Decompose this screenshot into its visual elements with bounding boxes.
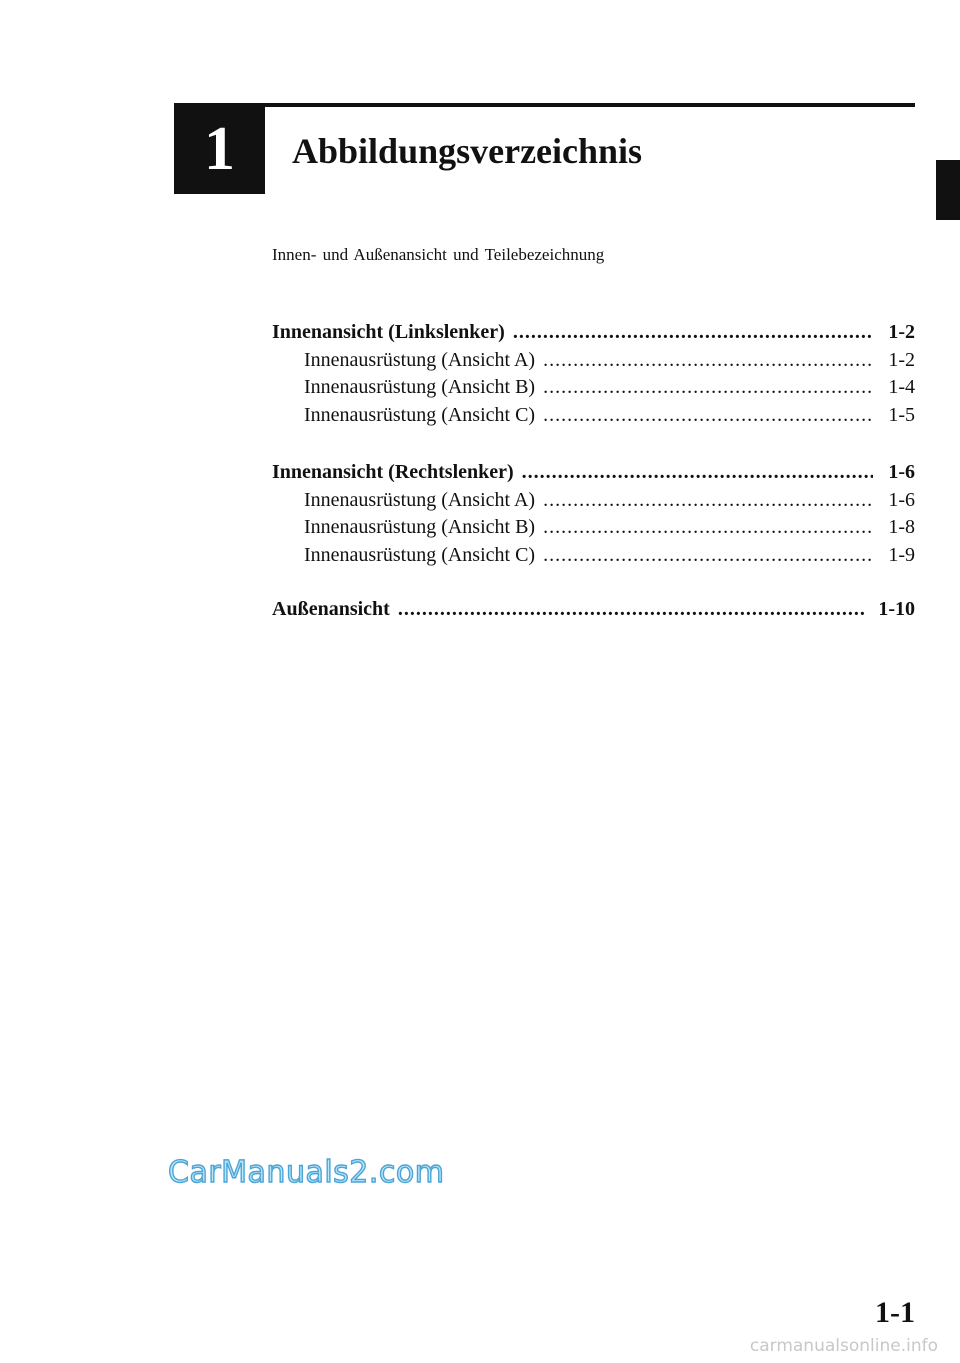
toc-entry-label: Innenansicht (Rechtslenker): [272, 461, 514, 483]
page-number: 1-1: [875, 1296, 915, 1329]
footer-watermark: carmanualsonline.info: [749, 1336, 938, 1356]
toc-subentry[interactable]: [272, 542, 915, 570]
toc-group: [272, 596, 915, 624]
toc-entry[interactable]: [272, 459, 915, 487]
toc-subentry-page: 1-6: [888, 488, 915, 511]
toc-leader-dots: [522, 459, 873, 487]
toc-leader-dots: [543, 514, 873, 542]
toc-leader-dots: [513, 319, 873, 347]
toc-entry-label: Innenansicht (Linkslenker): [272, 321, 505, 343]
chapter-subtitle: Innen- und Außenansicht und Teilebezeichnung: [272, 245, 605, 264]
toc-subentry[interactable]: [272, 402, 915, 430]
toc-subentry-label: Innenausrüstung (Ansicht C): [304, 403, 536, 426]
toc-subentry-label: Innenausrüstung (Ansicht C): [304, 543, 536, 566]
toc-entry-page: 1-2: [888, 321, 915, 343]
chapter-number-box: [174, 103, 265, 194]
toc-subentry-page: 1-9: [888, 543, 915, 566]
toc-entry-page: 1-10: [878, 598, 915, 620]
toc-subentry-label: Innenausrüstung (Ansicht A): [304, 348, 536, 371]
chapter-number: 1: [204, 114, 235, 183]
toc-subentry-label: Innenausrüstung (Ansicht A): [304, 488, 536, 511]
toc-entry[interactable]: [272, 319, 915, 347]
toc-group: [272, 459, 915, 569]
toc-leader-dots: [543, 542, 873, 570]
toc-subentry[interactable]: [272, 514, 915, 542]
chapter-title: Abbildungsverzeichnis: [292, 131, 643, 171]
chapter-side-tab: [936, 160, 960, 220]
toc-subentry-page: 1-5: [888, 403, 915, 426]
toc-leader-dots: [543, 402, 873, 430]
toc-entry-label: Außenansicht: [272, 598, 390, 620]
toc-subentry-label: Innenausrüstung (Ansicht B): [304, 376, 536, 398]
toc-group: [272, 319, 915, 429]
toc-subentry[interactable]: [272, 347, 915, 375]
watermark-logo: CarManuals2.com: [168, 1155, 445, 1190]
table-of-contents: [272, 319, 915, 654]
toc-entry-page: 1-6: [888, 461, 915, 483]
toc-subentry-page: 1-8: [888, 516, 915, 538]
toc-entry[interactable]: [272, 596, 915, 624]
toc-leader-dots: [543, 374, 873, 402]
toc-subentry-page: 1-4: [888, 376, 915, 398]
toc-subentry-label: Innenausrüstung (Ansicht B): [304, 516, 536, 538]
toc-leader-dots: [398, 596, 867, 624]
toc-subentry[interactable]: [272, 487, 915, 515]
chapter-header-rule: [174, 103, 915, 107]
toc-subentry-page: 1-2: [888, 348, 915, 371]
toc-subentry[interactable]: [272, 374, 915, 402]
toc-leader-dots: [543, 487, 873, 515]
toc-leader-dots: [543, 347, 873, 375]
